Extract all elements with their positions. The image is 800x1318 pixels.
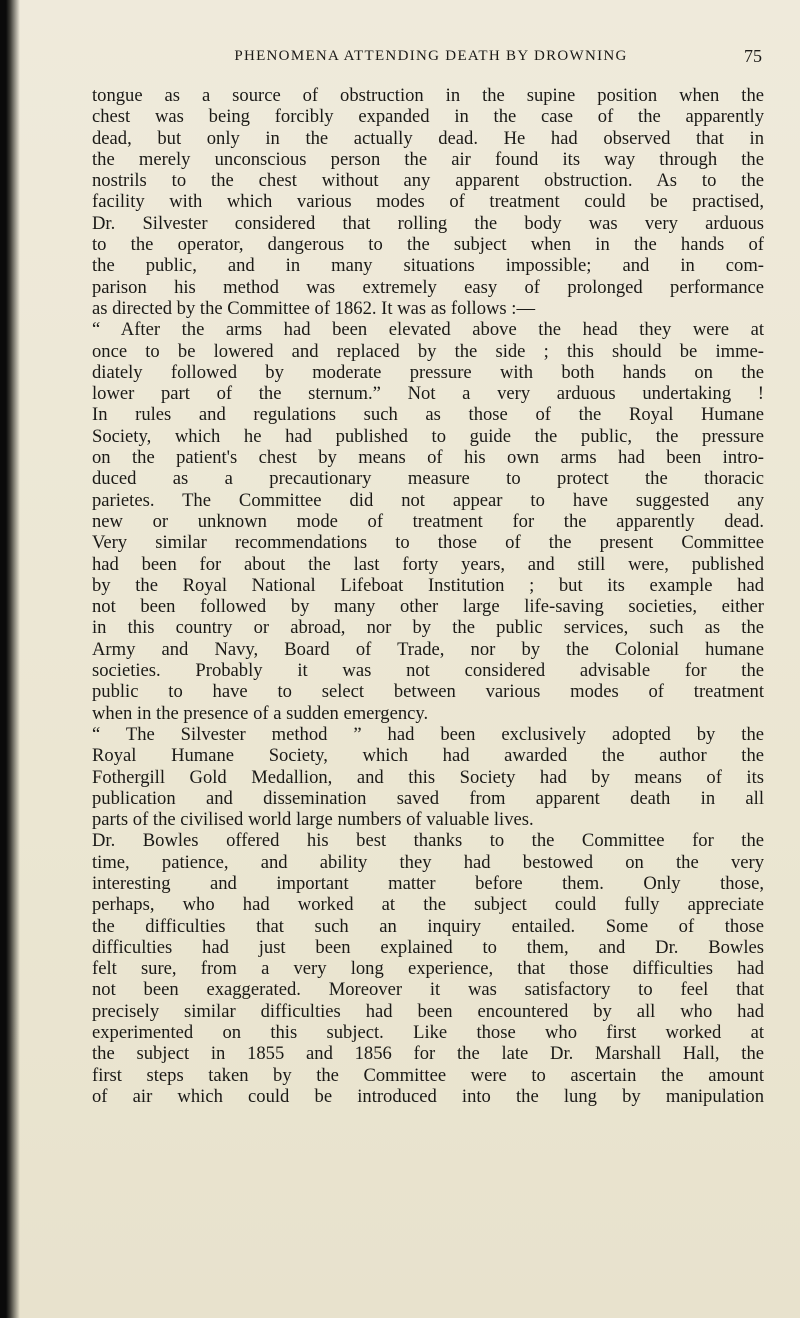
text-line: the merely unconscious person the air found its way through the xyxy=(92,148,764,170)
running-title: PHENOMENA ATTENDING DEATH BY DROWNING xyxy=(234,48,628,64)
text-line: difficulties had just been explained to them, and Dr. Bowles xyxy=(92,936,764,958)
body-text xyxy=(92,85,764,1107)
text-line: precisely similar difficulties had been encountered by all who had xyxy=(92,1000,764,1022)
text-line: “ The Silvester method ” had been exclusively adopted by the xyxy=(92,723,764,745)
text-line: time, patience, and ability they had bestowed on the very xyxy=(92,851,764,873)
binding-gutter-shadow xyxy=(0,0,20,1318)
text-line: experimented on this subject. Like those who first worked at xyxy=(92,1022,764,1044)
text-line: on the patient's chest by means of his own arms had been intro- xyxy=(92,447,764,469)
text-line: parts of the civilised world large numbers of valuable lives. xyxy=(92,809,534,831)
text-line: once to be lowered and replaced by the side ; this should be imme- xyxy=(92,340,764,362)
text-line: Royal Humane Society, which had awarded the author the xyxy=(92,745,764,767)
text-line: Dr. Bowles offered his best thanks to the Committee for the xyxy=(92,830,764,852)
text-line: not been exaggerated. Moreover it was satisfactory to feel that xyxy=(92,979,764,1001)
text-line: societies. Probably it was not considered advisable for the xyxy=(92,660,764,682)
text-line: by the Royal National Lifeboat Institution ; but its example had xyxy=(92,574,764,596)
text-line: Society, which he had published to guide the public, the pressure xyxy=(92,425,764,447)
text-line: of air which could be introduced into the lung by manipulation xyxy=(92,1085,764,1107)
text-line: perhaps, who had worked at the subject could fully appreciate xyxy=(92,894,764,916)
text-line: in this country or abroad, nor by the public services, such as the xyxy=(92,617,764,639)
text-line: publication and dissemination saved from apparent death in all xyxy=(92,787,764,809)
text-line: first steps taken by the Committee were to ascertain the amount xyxy=(92,1064,764,1086)
text-line: chest was being forcibly expanded in the case of the apparently xyxy=(92,106,764,128)
text-line: duced as a precautionary measure to protect the thoracic xyxy=(92,468,764,490)
text-line: to the operator, dangerous to the subject when in the hands of xyxy=(92,234,764,256)
text-line: Dr. Silvester considered that rolling the body was very arduous xyxy=(92,212,764,234)
text-line: the public, and in many situations impossible; and in com- xyxy=(92,255,764,277)
text-line: lower part of the sternum.” Not a very arduous undertaking ! xyxy=(92,383,764,405)
text-line: the difficulties that such an inquiry entailed. Some of those xyxy=(92,915,764,937)
text-line: as directed by the Committee of 1862. It was as follows :— xyxy=(92,297,536,319)
text-line: facility with which various modes of treatment could be practised, xyxy=(92,191,764,213)
text-line: felt sure, from a very long experience, that those difficulties had xyxy=(92,958,764,980)
text-line: dead, but only in the actually dead. He had observed that in xyxy=(92,127,764,149)
text-line: not been followed by many other large life-saving societies, either xyxy=(92,596,764,618)
text-line: had been for about the last forty years, and still were, published xyxy=(92,553,764,575)
text-line: tongue as a source of obstruction in the supine position when the xyxy=(92,85,764,106)
text-line: diately followed by moderate pressure with both hands on the xyxy=(92,361,764,383)
text-line: In rules and regulations such as those of the Royal Humane xyxy=(92,404,764,426)
text-line: Army and Navy, Board of Trade, nor by the Colonial humane xyxy=(92,638,764,660)
text-line: parietes. The Committee did not appear to have suggested any xyxy=(92,489,764,511)
running-header xyxy=(100,44,762,68)
text-line: Very similar recommendations to those of the present Committee xyxy=(92,532,764,554)
text-line: nostrils to the chest without any apparent obstruction. As to the xyxy=(92,170,764,192)
page-number: 75 xyxy=(744,46,762,66)
text-line: public to have to select between various modes of treatment xyxy=(92,681,764,703)
text-line: “ After the arms had been elevated above the head they were at xyxy=(92,319,764,341)
text-line: parison his method was extremely easy of prolonged performance xyxy=(92,276,764,298)
text-line: interesting and important matter before them. Only those, xyxy=(92,872,764,894)
text-line: Fothergill Gold Medallion, and this Society had by means of its xyxy=(92,766,764,788)
text-line: new or unknown mode of treatment for the apparently dead. xyxy=(92,510,764,532)
text-line: when in the presence of a sudden emergency. xyxy=(92,702,429,724)
text-line: the subject in 1855 and 1856 for the late Dr. Marshall Hall, the xyxy=(92,1043,764,1065)
